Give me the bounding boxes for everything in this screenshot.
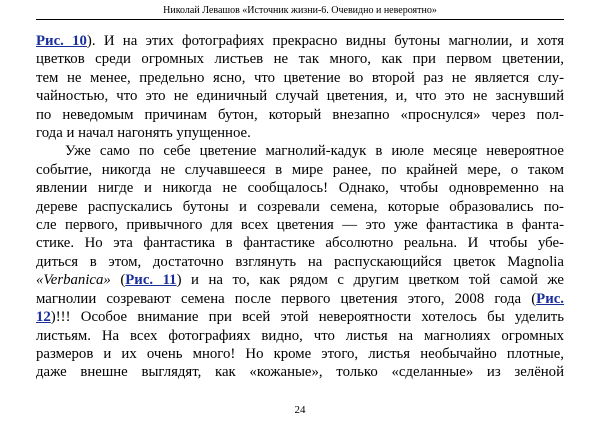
body-text: [36, 32, 564, 382]
paragraph-2-line-3: явлении нигде и никогда не сообщалось! Однако, чтобы одновременно на: [36, 180, 564, 197]
paragraph-1-line-6: года и начал нагонять упущенное.: [36, 125, 251, 142]
running-title: Николай Левашов «Источник жизни-6. Очевидно и невероятно»: [163, 5, 437, 16]
fig-12-link-part-2[interactable]: 12: [36, 309, 51, 326]
fig-11-link[interactable]: Рис. 11: [125, 272, 177, 289]
paragraph-1-line-1-text: ). И на этих фотографиях прекрасно видны бутоны магнолии, и хотя: [86, 33, 565, 49]
paragraph-2-line-11: листьям. На всех фотографиях видно, что листья на магнолиях огромных: [36, 327, 564, 344]
paragraph-1-line-2: цветков среди огромных листьев не так много, как при первом цветении,: [36, 51, 564, 68]
paragraph-2-line-2: событие, никогда не случавшееся в мире ранее, по крайней мере, о таком: [36, 161, 564, 178]
paragraph-2-line-9-text: магнолии созревают семена после первого цветения этого, 2008 года (: [36, 290, 537, 307]
paragraph-2-line-10: [36, 308, 564, 326]
paragraph-2-line-12: размеров и их очень много! Но кроме этого, листья необычайно плотные,: [36, 345, 564, 362]
paragraph-1-line-3: тем не менее, предельно ясно, что цветение во второй раз не является слу-: [36, 69, 564, 86]
paragraph-2-line-9: [36, 290, 564, 308]
paragraph-2-line-4: дереве распускались бутоны и созревали семена, которые образовались по-: [36, 198, 564, 215]
fig-10-link[interactable]: Рис. 10: [36, 33, 87, 49]
paragraph-1-line-1: [36, 32, 564, 50]
paragraph-2-line-7: диться в этом, достаточно взглянуть на распускающийся цветок Magnolia: [36, 253, 564, 270]
paragraph-2-line-6: стике. Но эта фантастика в фантастике абсолютно реальна. И чтобы убе-: [36, 235, 564, 252]
paragraph-2-line-8: [36, 271, 564, 289]
paragraph-2-line-8-open: (: [110, 272, 126, 289]
paragraph-1-line-5: по неведомым причинам бутон, который внезапно «проснулся» через пол-: [36, 106, 564, 123]
verbanica-italic: «Verbanica»: [36, 272, 111, 289]
paragraph-2-line-5: сле первого, привычного для всех цветения — это уже фантастика в фанта-: [36, 217, 564, 234]
page-number: 24: [294, 404, 306, 416]
paragraph-2-line-8-text: ) и на то, как рядом с другим цветком той самой же: [176, 272, 564, 289]
header-rule: [36, 19, 564, 20]
paragraph-2-line-13: даже внешне выглядят, как «кожаные», только «сделанные» из зелёной: [36, 364, 564, 381]
paragraph-2-line-10-text: )!!! Особое внимание при всей этой невероятности хотелось бы уделить: [50, 309, 564, 326]
paragraph-1-line-4: чайностью, что это не единичный случай цветения, и, что это не заснувший: [36, 88, 564, 105]
fig-12-link-part-1[interactable]: Рис.: [536, 290, 564, 307]
paragraph-2-line-1: Уже само по себе цветение магнолий-кадук в июле месяце невероятное: [65, 143, 564, 160]
